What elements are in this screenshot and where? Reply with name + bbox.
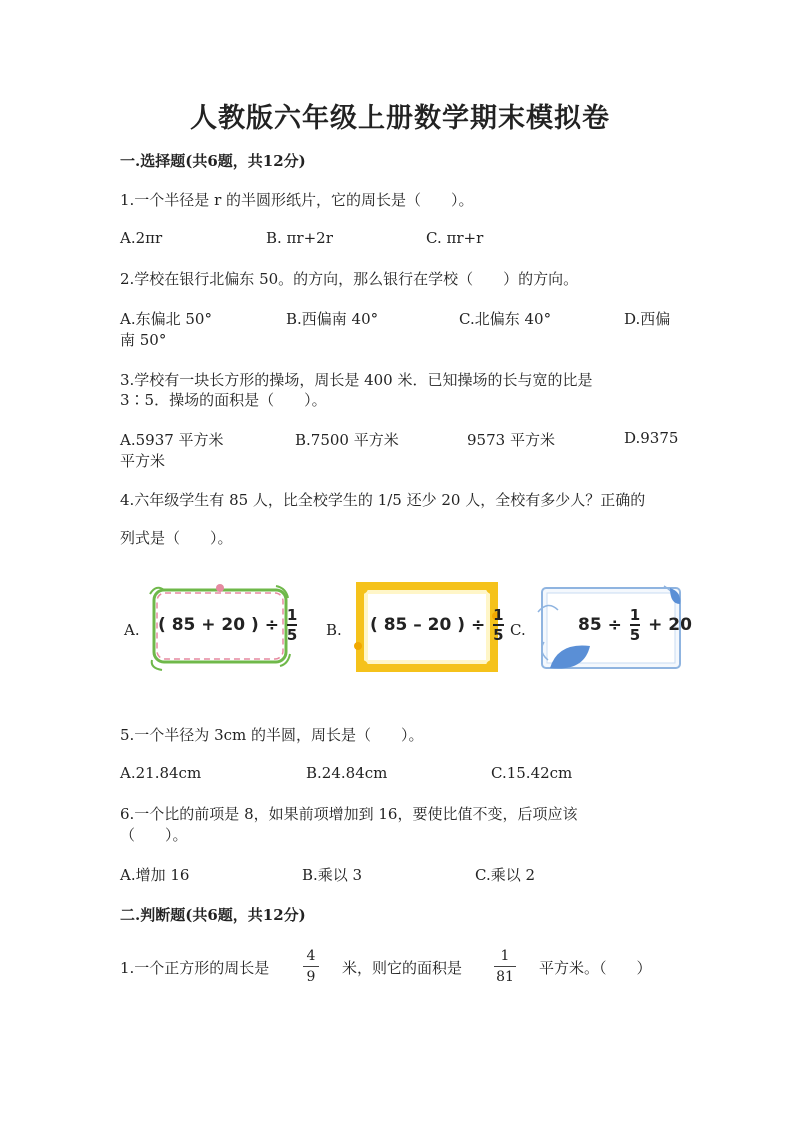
q1-stem: 1.一个半径是 r 的半圆形纸片，它的周长是（ ）。 [120, 191, 474, 209]
expr-c-num: 1 [629, 606, 641, 624]
q6-option-c: C.乘以 2 [475, 866, 536, 884]
q2-option-b: B.西偏南 40° [286, 310, 379, 328]
q1-option-a: A.2πr [120, 229, 163, 247]
judge-q1-part3: 平方米。（ ） [539, 959, 652, 977]
judge-q1-part2: 米，则它的面积是 [342, 959, 463, 977]
q6-option-b: B.乘以 3 [302, 866, 363, 884]
q2-option-d-wrap: 南 50° [120, 331, 167, 349]
q2-option-a: A.东偏北 50° [120, 310, 212, 328]
expr-c [578, 607, 692, 643]
expr-b-op: ÷ [470, 615, 486, 635]
q4-label-b: B. [326, 621, 342, 639]
expr-a-op: ÷ [264, 615, 279, 635]
expr-b-num: 1 [493, 606, 504, 624]
expr-b-den: 5 [493, 626, 504, 644]
q3-line1: 3.学校有一块长方形的操场，周长是 400 米．已知操场的长与宽的比是 [120, 371, 593, 389]
q1-option-c: C. πr+r [426, 229, 484, 247]
section-2-heading: 二.判断题(共6题，共12分) [120, 906, 306, 924]
expr-b [370, 607, 506, 643]
q5-option-a: A.21.84cm [120, 764, 202, 782]
q2-option-c: C.北偏东 40° [459, 310, 552, 328]
q3-option-d: D.9375 [624, 429, 679, 447]
judge-q1-fraction-2 [494, 948, 516, 985]
q4-label-c: C. [510, 621, 526, 639]
judge-q1-f2-den: 81 [496, 969, 514, 985]
q5-stem: 5.一个半径为 3cm 的半圆，周长是（ ）。 [120, 726, 424, 744]
judge-q1-f1-num: 4 [306, 948, 316, 964]
expr-a-num: 1 [286, 606, 298, 624]
q6-line1: 6.一个比的前项是 8，如果前项增加到 16，要使比值不变，后项应该 [120, 805, 578, 823]
page-title: 人教版六年级上册数学期末模拟卷 [190, 103, 610, 134]
expr-b-paren: ( 85 – 20 ) [370, 615, 466, 635]
q4-label-a: A. [124, 621, 140, 639]
q5-option-c: C.15.42cm [491, 764, 573, 782]
q3-option-d-wrap: 平方米 [120, 452, 166, 470]
q4-line2: 列式是（ ）。 [120, 529, 233, 547]
q3-line2: 3∶5．操场的面积是（ ）。 [120, 391, 327, 409]
q3-option-a: A.5937 平方米 [120, 431, 224, 449]
expr-b-fraction [493, 607, 503, 643]
q3-option-c: 9573 平方米 [467, 431, 555, 449]
expr-c-tail: + 20 [648, 615, 692, 635]
q6-line2: （ ）。 [120, 826, 188, 844]
judge-q1-part1: 1.一个正方形的周长是 [120, 959, 270, 977]
expr-a [158, 607, 299, 643]
q6-option-a: A.增加 16 [120, 866, 190, 884]
section-1-heading: 一.选择题(共6题，共12分) [120, 152, 306, 170]
judge-q1-f1-den: 9 [306, 969, 316, 985]
expr-a-paren: ( 85 + 20 ) [158, 615, 259, 635]
q4-line1: 4.六年级学生有 85 人，比全校学生的 1/5 还少 20 人，全校有多少人？正确的 [120, 491, 646, 509]
expr-c-fraction [630, 607, 640, 643]
expr-a-den: 5 [286, 626, 298, 644]
q2-option-d: D.西偏 [624, 310, 671, 328]
q1-option-b: B. πr+2r [266, 229, 333, 247]
judge-q1-fraction-1 [303, 948, 319, 985]
judge-q1-f2-num: 1 [500, 948, 510, 964]
expr-c-den: 5 [629, 626, 641, 644]
expr-a-fraction [287, 607, 297, 643]
q3-option-b: B.7500 平方米 [295, 431, 399, 449]
expr-c-lead: 85 ÷ [578, 615, 622, 635]
q2-stem: 2.学校在银行北偏东 50。的方向，那么银行在学校（ ）的方向。 [120, 270, 579, 288]
q5-option-b: B.24.84cm [306, 764, 388, 782]
